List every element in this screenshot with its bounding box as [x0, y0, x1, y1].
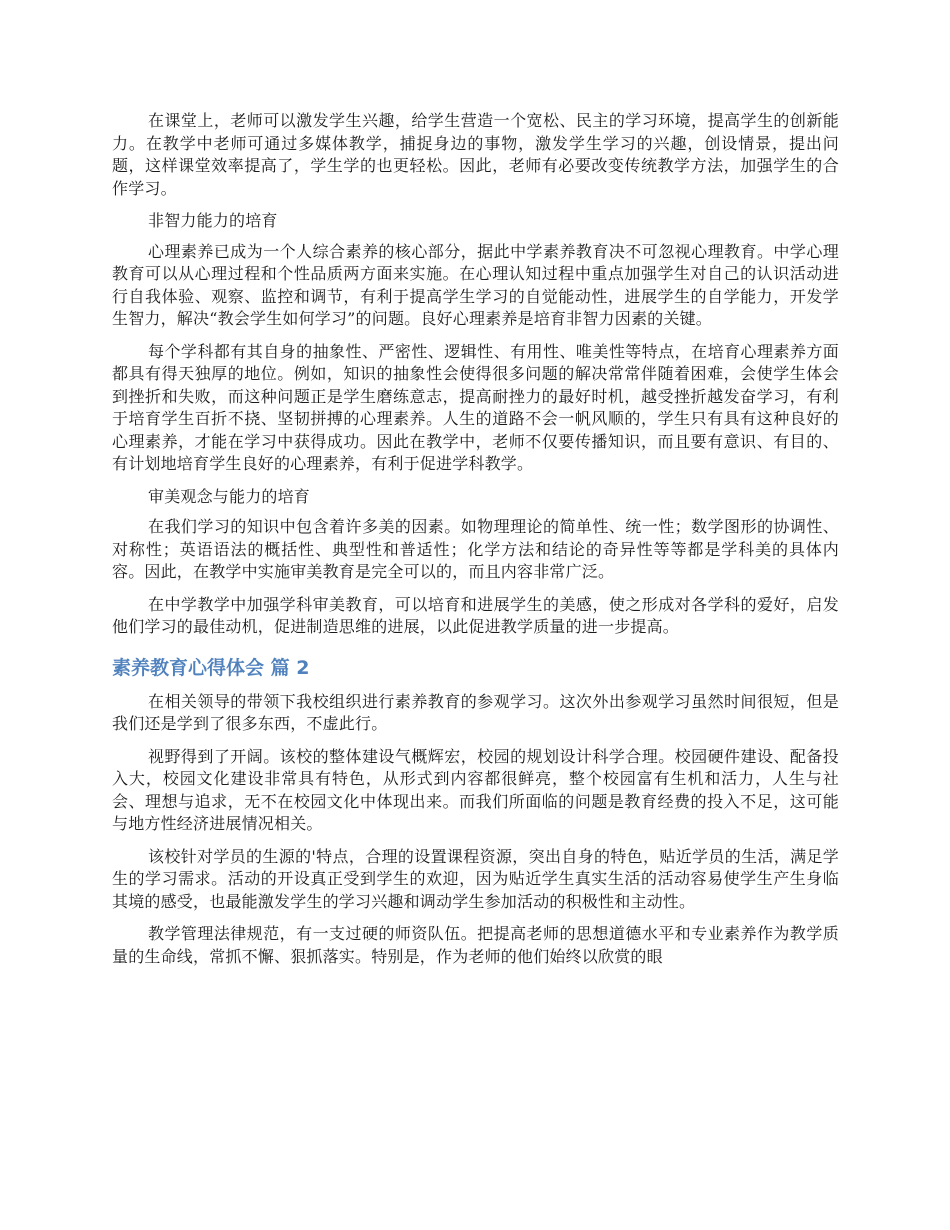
paragraph: 该校针对学员的生源的'特点，合理的设置课程资源，突出自身的特色，贴近学员的生活，满足学生的学习需求。活动的开设真正受到学生的欢迎，因为贴近学生真实生活的活动容易使学生产生身临其境的感受，也最能激发学生的学习兴趣和调动学生参加活动的积极性和主动性。 — [112, 846, 839, 911]
paragraph: 在相关领导的带领下我校组织进行素养教育的参观学习。这次外出参观学习虽然时间很短，但是我们还是学到了很多东西，不虚此行。 — [112, 691, 839, 733]
paragraph: 在中学教学中加强学科审美教育，可以培育和进展学生的美感，使之形成对各学科的爱好，启发他们学习的最佳动机，促进制造思维的进展，以此促进教学质量的进一步提高。 — [112, 594, 839, 636]
section-heading: 素养教育心得体会 篇 2 — [112, 656, 310, 679]
paragraph: 视野得到了开阔。该校的整体建设气概辉宏，校园的规划设计科学合理。校园硬件建设、配备投入大，校园文化建设非常具有特色，从形式到内容都很鲜亮，整个校园富有生机和活力，人生与社会、理想与追求，无不在校园文化中体现出来。而我们所面临的问题是教育经费的投入不足，这可能与地方性经济进展情况相关。 — [112, 746, 839, 833]
paragraph: 在我们学习的知识中包含着许多美的因素。如物理理论的简单性、统一性；数学图形的协调性、对称性；英语语法的概括性、典型性和普适性；化学方法和结论的奇异性等等都是学科美的具体内容。因此，在教学中实施审美教育是完全可以的，而且内容非常广泛。 — [112, 517, 839, 581]
paragraph: 在课堂上，老师可以激发学生兴趣，给学生营造一个宽松、民主的学习环境，提高学生的创新能力。在教学中老师可通过多媒体教学，捕捉身边的事物，激发学生学习的兴趣，创设情景，提出问题，这样课堂效率提高了，学生学的也更轻松。因此，老师有必要改变传统教学方法，加强学生的合作学习。 — [112, 111, 839, 198]
paragraph: 教学管理法律规范，有一支过硬的师资队伍。把提高老师的思想道德水平和专业素养作为教学质量的生命线，常抓不懈、狠抓落实。特别是，作为老师的他们始终以欣赏的眼 — [112, 924, 839, 966]
section-subheading: 非智力能力的培育 — [148, 211, 278, 230]
paragraph: 每个学科都有其自身的抽象性、严密性、逻辑性、有用性、唯美性等特点，在培育心理素养方面都具有得天独厚的地位。例如，知识的抽象性会使得很多问题的解决常常伴随着困难，会使学生体会到挫折和失败，而这种问题正是学生磨练意志，提高耐挫力的最好时机，越受挫折越发奋学习，有利于培育学生百折不挠、坚韧拼搏的心理素养。人生的道路不会一帆风顺的，学生只有具有这种良好的心理素养，才能在学习中获得成功。因此在教学中，老师不仅要传播知识，而且要有意识、有目的、有计划地培育学生良好的心理素养，有利于促进学科教学。 — [112, 341, 839, 473]
section-subheading: 审美观念与能力的培育 — [148, 486, 311, 506]
paragraph: 心理素养已成为一个人综合素养的核心部分，据此中学素养教育决不可忽视心理教育。中学心理教育可以从心理过程和个性品质两方面来实施。在心理认知过程中重点加强学生对自己的认识活动进行自我体验、观察、监控和调节，有利于提高学生学习的自觉能动性，进展学生的自学能力，开发学生智力，解决“教会学生如何学习”的问题。良好心理素养是培育非智力因素的关键。 — [112, 241, 839, 328]
document-page — [112, 110, 839, 978]
